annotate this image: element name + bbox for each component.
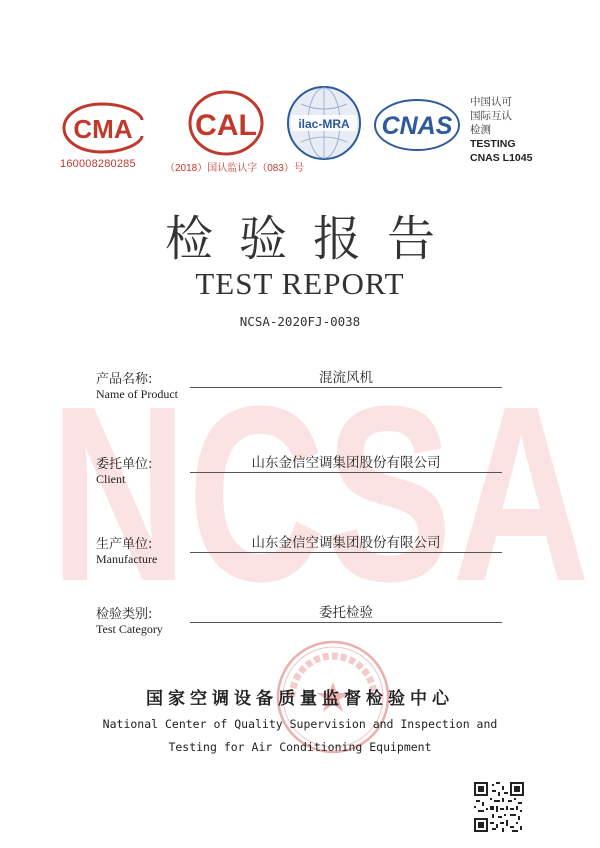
field-underline: [190, 472, 502, 473]
cnas-logo: [373, 98, 461, 152]
organization-name-en-line1: National Center of Quality Supervision and Inspection and: [102, 717, 498, 731]
field-value: 山东金信空调集团股份有限公司: [251, 455, 441, 471]
field-label-en: Test Category: [96, 622, 163, 636]
cal-logo-text: CAL: [195, 109, 257, 142]
organization-name-en-line2: Testing for Air Conditioning Equipment: [168, 740, 432, 754]
cma-logo: [60, 100, 146, 156]
field-label-en: Client: [96, 472, 126, 486]
cma-number: 160008280285: [60, 158, 136, 170]
cnas-info-line: CNAS L1045: [470, 152, 533, 164]
field-label-cn: 产品名称:: [96, 372, 153, 387]
cnas-info-line: 中国认可: [470, 96, 512, 108]
field-label-cn: 检验类别:: [96, 607, 153, 622]
field-label-en: Manufacture: [96, 552, 158, 566]
ilac-logo-text: ilac-MRA: [298, 117, 350, 131]
qr-code: [474, 782, 524, 832]
field-manufacture: [96, 533, 506, 579]
cal-caption: （2018）国认监认字（083）号: [165, 163, 304, 174]
field-client: [96, 453, 506, 499]
cma-logo-text: CMA: [73, 114, 133, 144]
field-label-en: Name of Product: [96, 387, 178, 401]
field-underline: [190, 387, 502, 388]
cnas-info-line: TESTING: [470, 138, 516, 150]
ilac-mra-logo: [285, 84, 363, 162]
field-product-name: [96, 368, 506, 414]
watermark-text: NCSA: [50, 354, 590, 610]
report-number: NCSA-2020FJ-0038: [239, 314, 361, 329]
cnas-info-line: 国际互认: [470, 110, 512, 122]
field-label-cn: 委托单位:: [96, 457, 153, 472]
cnas-logo-text: CNAS: [381, 112, 453, 140]
title-english: TEST REPORT: [195, 266, 405, 301]
cal-logo: [186, 88, 266, 158]
cnas-accreditation-info: [470, 95, 532, 165]
field-underline: [190, 622, 502, 623]
organization-name-cn: 国家空调设备质量监督检验中心: [146, 689, 454, 709]
field-value: 委托检验: [319, 605, 373, 621]
field-value: 山东金信空调集团股份有限公司: [251, 535, 441, 551]
field-underline: [190, 552, 502, 553]
cnas-info-line: 检测: [470, 124, 491, 136]
field-label-cn: 生产单位:: [96, 537, 153, 552]
field-value: 混流风机: [319, 370, 373, 386]
title-chinese: 检验报告: [164, 211, 461, 267]
